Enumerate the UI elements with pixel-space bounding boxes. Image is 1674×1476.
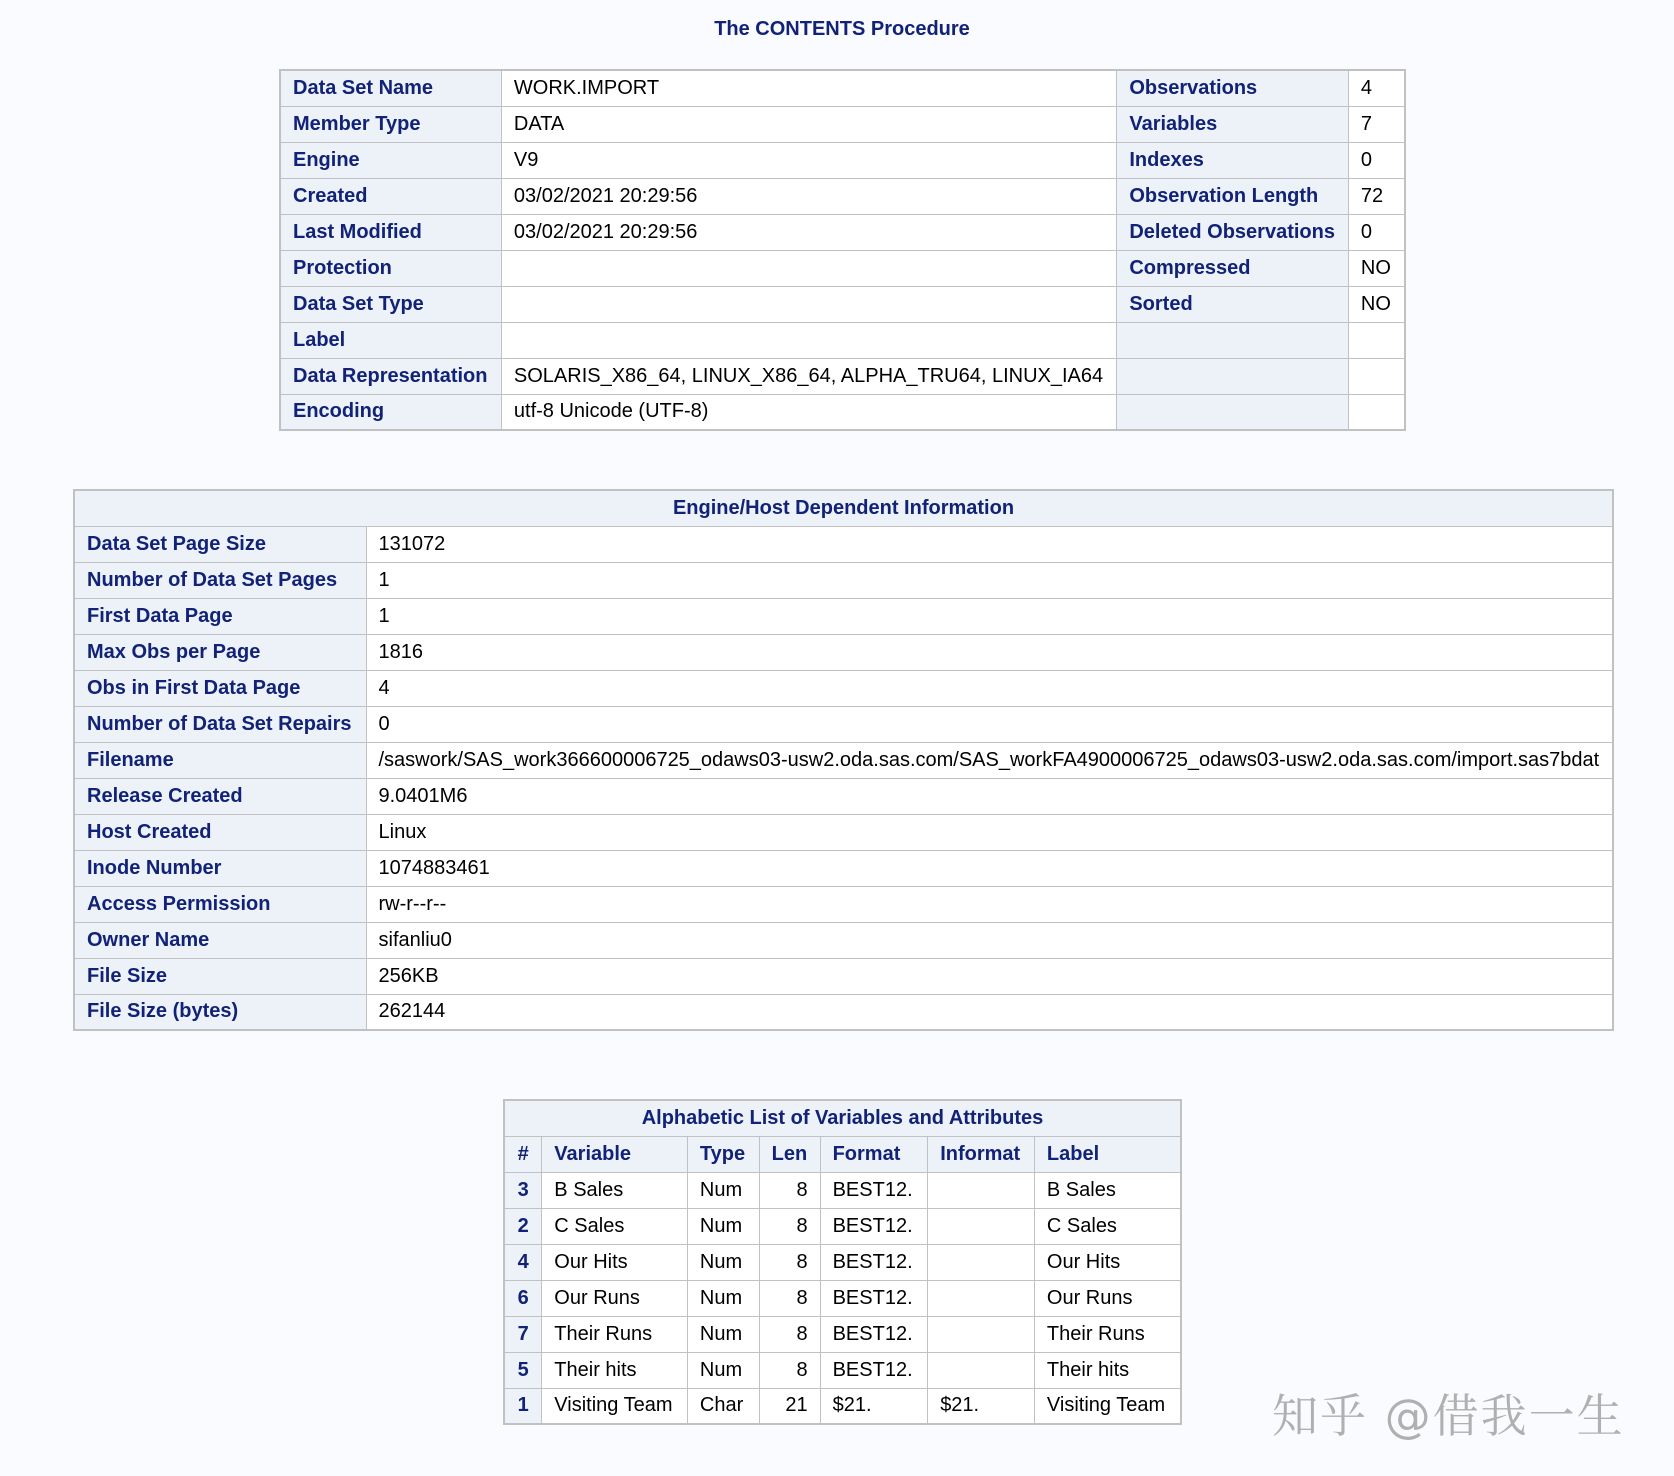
- attribute-label: Variables: [1117, 106, 1349, 142]
- engine-host-row: [74, 850, 1613, 886]
- engine-host-label: Release Created: [74, 778, 366, 814]
- attribute-label: Observation Length: [1117, 178, 1349, 214]
- engine-host-label: File Size (bytes): [74, 994, 366, 1030]
- attribute-value: 0: [1348, 142, 1405, 178]
- variable-row: [504, 1172, 1181, 1208]
- attribute-value: [501, 250, 1116, 286]
- attribute-label: Last Modified: [280, 214, 501, 250]
- variable-row: [504, 1244, 1181, 1280]
- variable-cell: BEST12.: [820, 1316, 928, 1352]
- variable-cell: 6: [504, 1280, 542, 1316]
- variable-cell: Our Hits: [542, 1244, 688, 1280]
- attribute-label: Indexes: [1117, 142, 1349, 178]
- attribute-value: [501, 322, 1116, 358]
- variable-cell: C Sales: [542, 1208, 688, 1244]
- attribute-value: [1348, 322, 1405, 358]
- variable-cell: BEST12.: [820, 1172, 928, 1208]
- attribute-row: [280, 250, 1405, 286]
- column-header: #: [504, 1136, 542, 1172]
- variable-cell: BEST12.: [820, 1352, 928, 1388]
- attribute-label: [1117, 394, 1349, 430]
- engine-host-row: [74, 922, 1613, 958]
- attribute-row: [280, 142, 1405, 178]
- attribute-value: WORK.IMPORT: [501, 70, 1116, 106]
- attribute-row: [280, 322, 1405, 358]
- engine-host-value: rw-r--r--: [366, 886, 1613, 922]
- variable-cell: 5: [504, 1352, 542, 1388]
- engine-host-table: [73, 489, 1614, 1031]
- engine-host-label: Host Created: [74, 814, 366, 850]
- variable-cell: Char: [687, 1388, 759, 1424]
- variable-cell: BEST12.: [820, 1244, 928, 1280]
- variables-title: Alphabetic List of Variables and Attributes: [504, 1100, 1181, 1136]
- variable-cell: Num: [687, 1244, 759, 1280]
- attribute-label: Deleted Observations: [1117, 214, 1349, 250]
- procedure-title: The CONTENTS Procedure: [714, 18, 970, 40]
- engine-host-value: 4: [366, 670, 1613, 706]
- variable-cell: 1: [504, 1388, 542, 1424]
- engine-host-label: First Data Page: [74, 598, 366, 634]
- variable-cell: Their Runs: [542, 1316, 688, 1352]
- engine-host-value: 256KB: [366, 958, 1613, 994]
- engine-host-row: [74, 886, 1613, 922]
- attribute-label: Data Set Type: [280, 286, 501, 322]
- attribute-value: NO: [1348, 250, 1405, 286]
- attribute-value: [501, 286, 1116, 322]
- variable-cell: Their Runs: [1034, 1316, 1181, 1352]
- engine-host-row: [74, 670, 1613, 706]
- attribute-row: [280, 286, 1405, 322]
- column-header: Variable: [542, 1136, 688, 1172]
- variable-row: [504, 1316, 1181, 1352]
- variable-cell: 8: [759, 1352, 820, 1388]
- variable-cell: 4: [504, 1244, 542, 1280]
- variable-cell: Num: [687, 1208, 759, 1244]
- variable-cell: Our Runs: [1034, 1280, 1181, 1316]
- watermark: 知乎 @借我一生: [1272, 1389, 1625, 1443]
- variable-cell: 7: [504, 1316, 542, 1352]
- attribute-label: Protection: [280, 250, 501, 286]
- attribute-value: NO: [1348, 286, 1405, 322]
- variable-cell: [928, 1280, 1035, 1316]
- attribute-row: [280, 106, 1405, 142]
- attribute-label: Engine: [280, 142, 501, 178]
- variable-cell: C Sales: [1034, 1208, 1181, 1244]
- attribute-value: 7: [1348, 106, 1405, 142]
- variable-cell: 8: [759, 1172, 820, 1208]
- variable-cell: Num: [687, 1280, 759, 1316]
- variable-cell: 8: [759, 1316, 820, 1352]
- engine-host-row: [74, 742, 1613, 778]
- variable-cell: Our Hits: [1034, 1244, 1181, 1280]
- engine-host-value: Linux: [366, 814, 1613, 850]
- variable-cell: 3: [504, 1172, 542, 1208]
- variable-cell: 2: [504, 1208, 542, 1244]
- attribute-label: [1117, 358, 1349, 394]
- variable-row: [504, 1388, 1181, 1424]
- attribute-label: Encoding: [280, 394, 501, 430]
- attribute-row: [280, 358, 1405, 394]
- engine-host-row: [74, 814, 1613, 850]
- engine-host-value: /saswork/SAS_work366600006725_odaws03-usw2.oda.sas.com/SAS_workFA4900006725_odaws03-usw2.oda.sas.com/import.sas7bdat: [366, 742, 1613, 778]
- variable-cell: $21.: [928, 1388, 1035, 1424]
- variable-row: [504, 1280, 1181, 1316]
- variable-cell: Visiting Team: [542, 1388, 688, 1424]
- engine-host-value: 1: [366, 598, 1613, 634]
- engine-host-row: [74, 958, 1613, 994]
- variable-cell: [928, 1244, 1035, 1280]
- variable-cell: [928, 1352, 1035, 1388]
- engine-host-label: Number of Data Set Pages: [74, 562, 366, 598]
- engine-host-value: 1: [366, 562, 1613, 598]
- attribute-row: [280, 214, 1405, 250]
- attribute-value: V9: [501, 142, 1116, 178]
- engine-host-value: 0: [366, 706, 1613, 742]
- attribute-value: 0: [1348, 214, 1405, 250]
- engine-host-row: [74, 526, 1613, 562]
- engine-host-value: 262144: [366, 994, 1613, 1030]
- engine-host-value: sifanliu0: [366, 922, 1613, 958]
- attribute-label: Created: [280, 178, 501, 214]
- attribute-value: 03/02/2021 20:29:56: [501, 178, 1116, 214]
- variable-cell: BEST12.: [820, 1280, 928, 1316]
- column-header: Len: [759, 1136, 820, 1172]
- engine-host-label: Max Obs per Page: [74, 634, 366, 670]
- variable-cell: Their hits: [542, 1352, 688, 1388]
- variable-cell: Visiting Team: [1034, 1388, 1181, 1424]
- variable-cell: 21: [759, 1388, 820, 1424]
- attribute-label: Observations: [1117, 70, 1349, 106]
- engine-host-label: Owner Name: [74, 922, 366, 958]
- attribute-row: [280, 70, 1405, 106]
- attribute-row: [280, 178, 1405, 214]
- attribute-value: 4: [1348, 70, 1405, 106]
- attribute-value: DATA: [501, 106, 1116, 142]
- variable-cell: B Sales: [1034, 1172, 1181, 1208]
- variable-cell: B Sales: [542, 1172, 688, 1208]
- column-header: Type: [687, 1136, 759, 1172]
- variable-cell: Our Runs: [542, 1280, 688, 1316]
- engine-host-value: 9.0401M6: [366, 778, 1613, 814]
- engine-host-label: Inode Number: [74, 850, 366, 886]
- engine-host-value: 1074883461: [366, 850, 1613, 886]
- engine-host-label: Access Permission: [74, 886, 366, 922]
- engine-host-row: [74, 778, 1613, 814]
- attribute-value: [1348, 394, 1405, 430]
- engine-host-row: [74, 706, 1613, 742]
- variable-cell: $21.: [820, 1388, 928, 1424]
- engine-host-label: Number of Data Set Repairs: [74, 706, 366, 742]
- attribute-label: Compressed: [1117, 250, 1349, 286]
- attribute-row: [280, 394, 1405, 430]
- engine-host-label: Filename: [74, 742, 366, 778]
- variable-cell: Num: [687, 1316, 759, 1352]
- column-header: Informat: [928, 1136, 1035, 1172]
- variable-cell: 8: [759, 1280, 820, 1316]
- variable-cell: [928, 1316, 1035, 1352]
- variable-cell: [928, 1172, 1035, 1208]
- variable-row: [504, 1352, 1181, 1388]
- variable-cell: BEST12.: [820, 1208, 928, 1244]
- engine-host-value: 131072: [366, 526, 1613, 562]
- attribute-value: 03/02/2021 20:29:56: [501, 214, 1116, 250]
- engine-host-row: [74, 562, 1613, 598]
- engine-host-label: Obs in First Data Page: [74, 670, 366, 706]
- attribute-value: 72: [1348, 178, 1405, 214]
- column-header: Label: [1034, 1136, 1181, 1172]
- variable-cell: [928, 1208, 1035, 1244]
- variable-cell: Their hits: [1034, 1352, 1181, 1388]
- attribute-label: Data Representation: [280, 358, 501, 394]
- attribute-label: Data Set Name: [280, 70, 501, 106]
- engine-host-row: [74, 994, 1613, 1030]
- variable-cell: Num: [687, 1172, 759, 1208]
- engine-host-label: Data Set Page Size: [74, 526, 366, 562]
- attribute-value: [1348, 358, 1405, 394]
- attribute-label: Label: [280, 322, 501, 358]
- attribute-value: utf-8 Unicode (UTF-8): [501, 394, 1116, 430]
- engine-host-row: [74, 634, 1613, 670]
- variable-cell: 8: [759, 1208, 820, 1244]
- variables-table: [503, 1099, 1182, 1425]
- engine-host-label: File Size: [74, 958, 366, 994]
- attribute-label: Sorted: [1117, 286, 1349, 322]
- attribute-value: SOLARIS_X86_64, LINUX_X86_64, ALPHA_TRU64, LINUX_IA64: [501, 358, 1116, 394]
- variable-cell: 8: [759, 1244, 820, 1280]
- dataset-attributes-table: [279, 69, 1406, 431]
- attribute-label: Member Type: [280, 106, 501, 142]
- attribute-label: [1117, 322, 1349, 358]
- engine-host-row: [74, 598, 1613, 634]
- column-header: Format: [820, 1136, 928, 1172]
- engine-host-title: Engine/Host Dependent Information: [74, 490, 1613, 526]
- engine-host-value: 1816: [366, 634, 1613, 670]
- variable-row: [504, 1208, 1181, 1244]
- variable-cell: Num: [687, 1352, 759, 1388]
